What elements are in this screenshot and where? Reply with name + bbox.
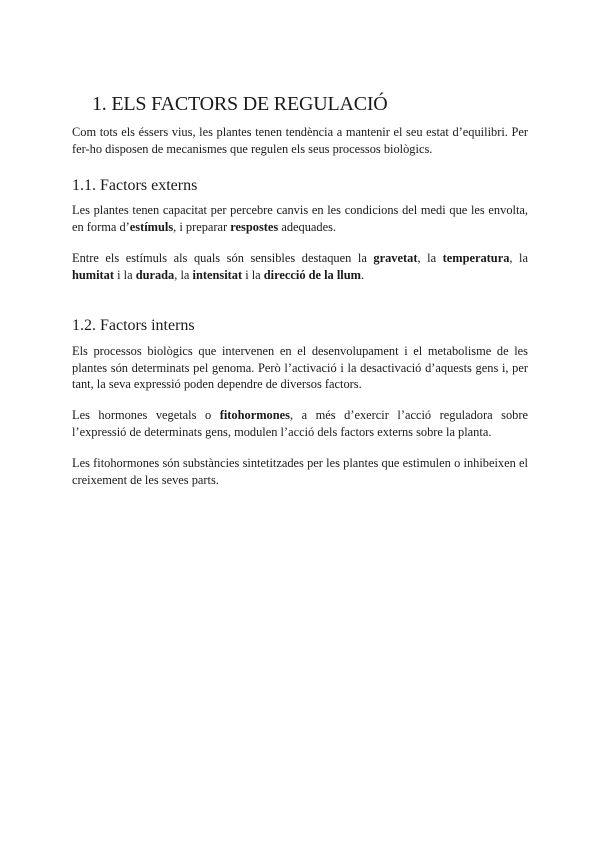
- page-title: 1. ELS FACTORS DE REGULACIÓ: [92, 93, 388, 115]
- intro-paragraph: Com tots els éssers vius, les plantes tenen tendència a mantenir el seu estat d’equilibri. Per fer-ho disposen de mecanismes que regulen els seus processos biològics.: [72, 125, 528, 156]
- section-heading-factors-interns: 1.2. Factors interns: [72, 317, 195, 334]
- paragraph-substancies: Les fitohormones són substàncies sintetitzades per les plantes que estimulen o inhibeixen el creixement de les seves parts.: [72, 456, 528, 487]
- paragraph-genoma: Els processos biològics que intervenen en el desenvolupament i el metabolisme de les plantes són determinats pel genoma. Però l’activació i la desactivació d’aquests gens i, per tant, la seva expressió poden dependre de diversos factors.: [72, 344, 528, 391]
- paragraph-fitohormones: Les hormones vegetals o fitohormones, a més d’exercir l’acció reguladora sobre l’expressió de determinats gens, modulen l’acció dels factors externs sobre la planta.: [72, 408, 528, 439]
- paragraph-tipus-estimuls: Entre els estímuls als quals són sensibles destaquen la gravetat, la temperatura, la humitat i la durada, la intensitat i la direcció de la llum.: [72, 251, 529, 282]
- paragraph-estimuls: Les plantes tenen capacitat per percebre canvis en les condicions del medi que les envolta, en forma d’estímuls, i preparar respostes adequades.: [72, 203, 528, 234]
- section-heading-factors-externs: 1.1. Factors externs: [72, 177, 198, 194]
